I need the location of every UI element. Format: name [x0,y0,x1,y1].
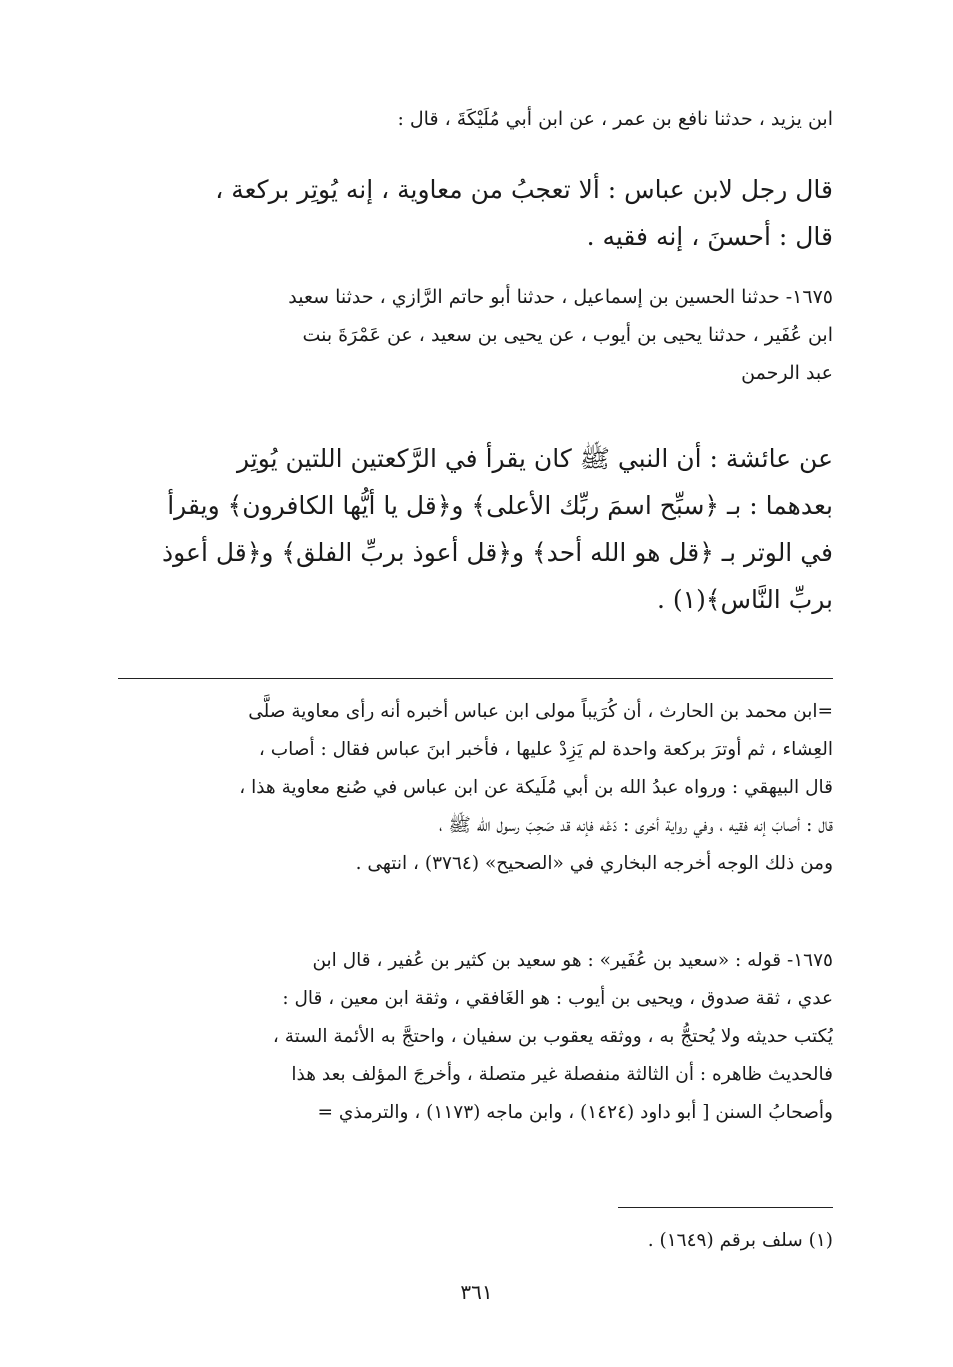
text-line: قال رجل لابن عباس : ألا تعجبُ من معاوية ، إنه يُوتِر بركعة ، [215,175,833,204]
commentary-1675 [118,942,833,1132]
hadith-1675-isnad [118,278,833,392]
commentary-continued [118,693,833,883]
text-line: قال البيهقي : ورواه عبدُ الله بن أبي مُلَيكة عن ابن عباس في صُنع معاوية هذا ، [239,777,833,798]
text-line: فالحديث ظاهره : أن الثالثة منفصلة غير متصلة ، وأخرجَ المؤلف بعد هذا [291,1064,833,1085]
text-line: ١٦٧٥- حدثنا الحسين بن إسماعيل ، حدثنا أبو حاتم الرَّازي ، حدثنا سعيد [288,286,833,308]
footnote [118,1222,833,1260]
intro-isnad-continuation [118,100,833,138]
text-line: بعدهما : بـ ﴿سبِّح اسمَ ربِّك الأعلى﴾ و﴿قل يا أيُّها الكافرون﴾ ويقرأ [167,491,833,520]
text-line: بربِّ النَّاس﴾(١) . [657,585,833,614]
text-line: عدي ، ثقة صدوق ، ويحيى بن أيوب : هو الغَافقي ، وثقة ابن معين ، قال : [282,988,833,1009]
text-line: وأصحابُ السنن [ أبو داود (١٤٢٤) ، وابن ماجه (١١٧٣) ، والترمذي = [317,1102,833,1123]
text-line: العِشاء ، ثم أوترَ بركعة واحدة لم يَزِدْ عليها ، فأخبر ابنَ عباس فقال : أصاب ، [258,739,833,760]
text-line: ١٦٧٥- قوله : «سعيد بن عُفَير» : هو سعيد بن كثير بن عُفير ، قال ابن [312,950,833,971]
text-line: قال : أحسنَ ، إنه فقيه . [586,222,833,251]
footnote-separator-short [618,1207,833,1208]
text-line: عبد الرحمن [741,362,833,384]
text-line: ابن عُفَير ، حدثنا يحيى بن أيوب ، عن يحيى بن سعيد ، عن عَمْرَةَ بنت [302,324,833,346]
hadith-1675-matn [118,435,833,623]
text-line: عن عائشة : أن النبي ﷺ كان يقرأ في الرَّكعتين اللتين يُوتِر [236,444,833,473]
footnote-line: (١) سلف برقم (١٦٤٩) . [647,1230,833,1251]
text-line: يُكتب حديثه ولا يُحتجُّ به ، ووثقه يعقوب بن سفيان ، واحتجَّ به الأئمة الستة ، [272,1026,833,1047]
text-line: في الوتر بـ ﴿قل هو الله أحد﴾ و﴿قل أعوذ بربِّ الفلق﴾ و﴿قل أعوذ [161,538,833,567]
hadith-1674-matn [118,166,833,260]
text-line: قال : أصابَ إنه فقيه ، وفي رواية أخرى : دَعْه فإنه قد صَحِبَ رسول الله ﷺ ، [439,815,833,836]
footnote-separator-main [118,678,833,679]
text-line: =ابن محمد بن الحارث ، أن كُرَيباً مولى ابن عباس أخبره أنه رأى معاوية صلَّى [248,701,833,722]
text-line: ابن يزيد ، حدثنا نافع بن عمر ، عن ابن أبي مُلَيْكَةَ ، قال : [397,108,833,130]
text-line: ومن ذلك الوجه أخرجه البخاري في «الصحيح» (٣٧٦٤) ، انتهى . [355,853,833,874]
page-number: ٣٦١ [460,1280,493,1304]
